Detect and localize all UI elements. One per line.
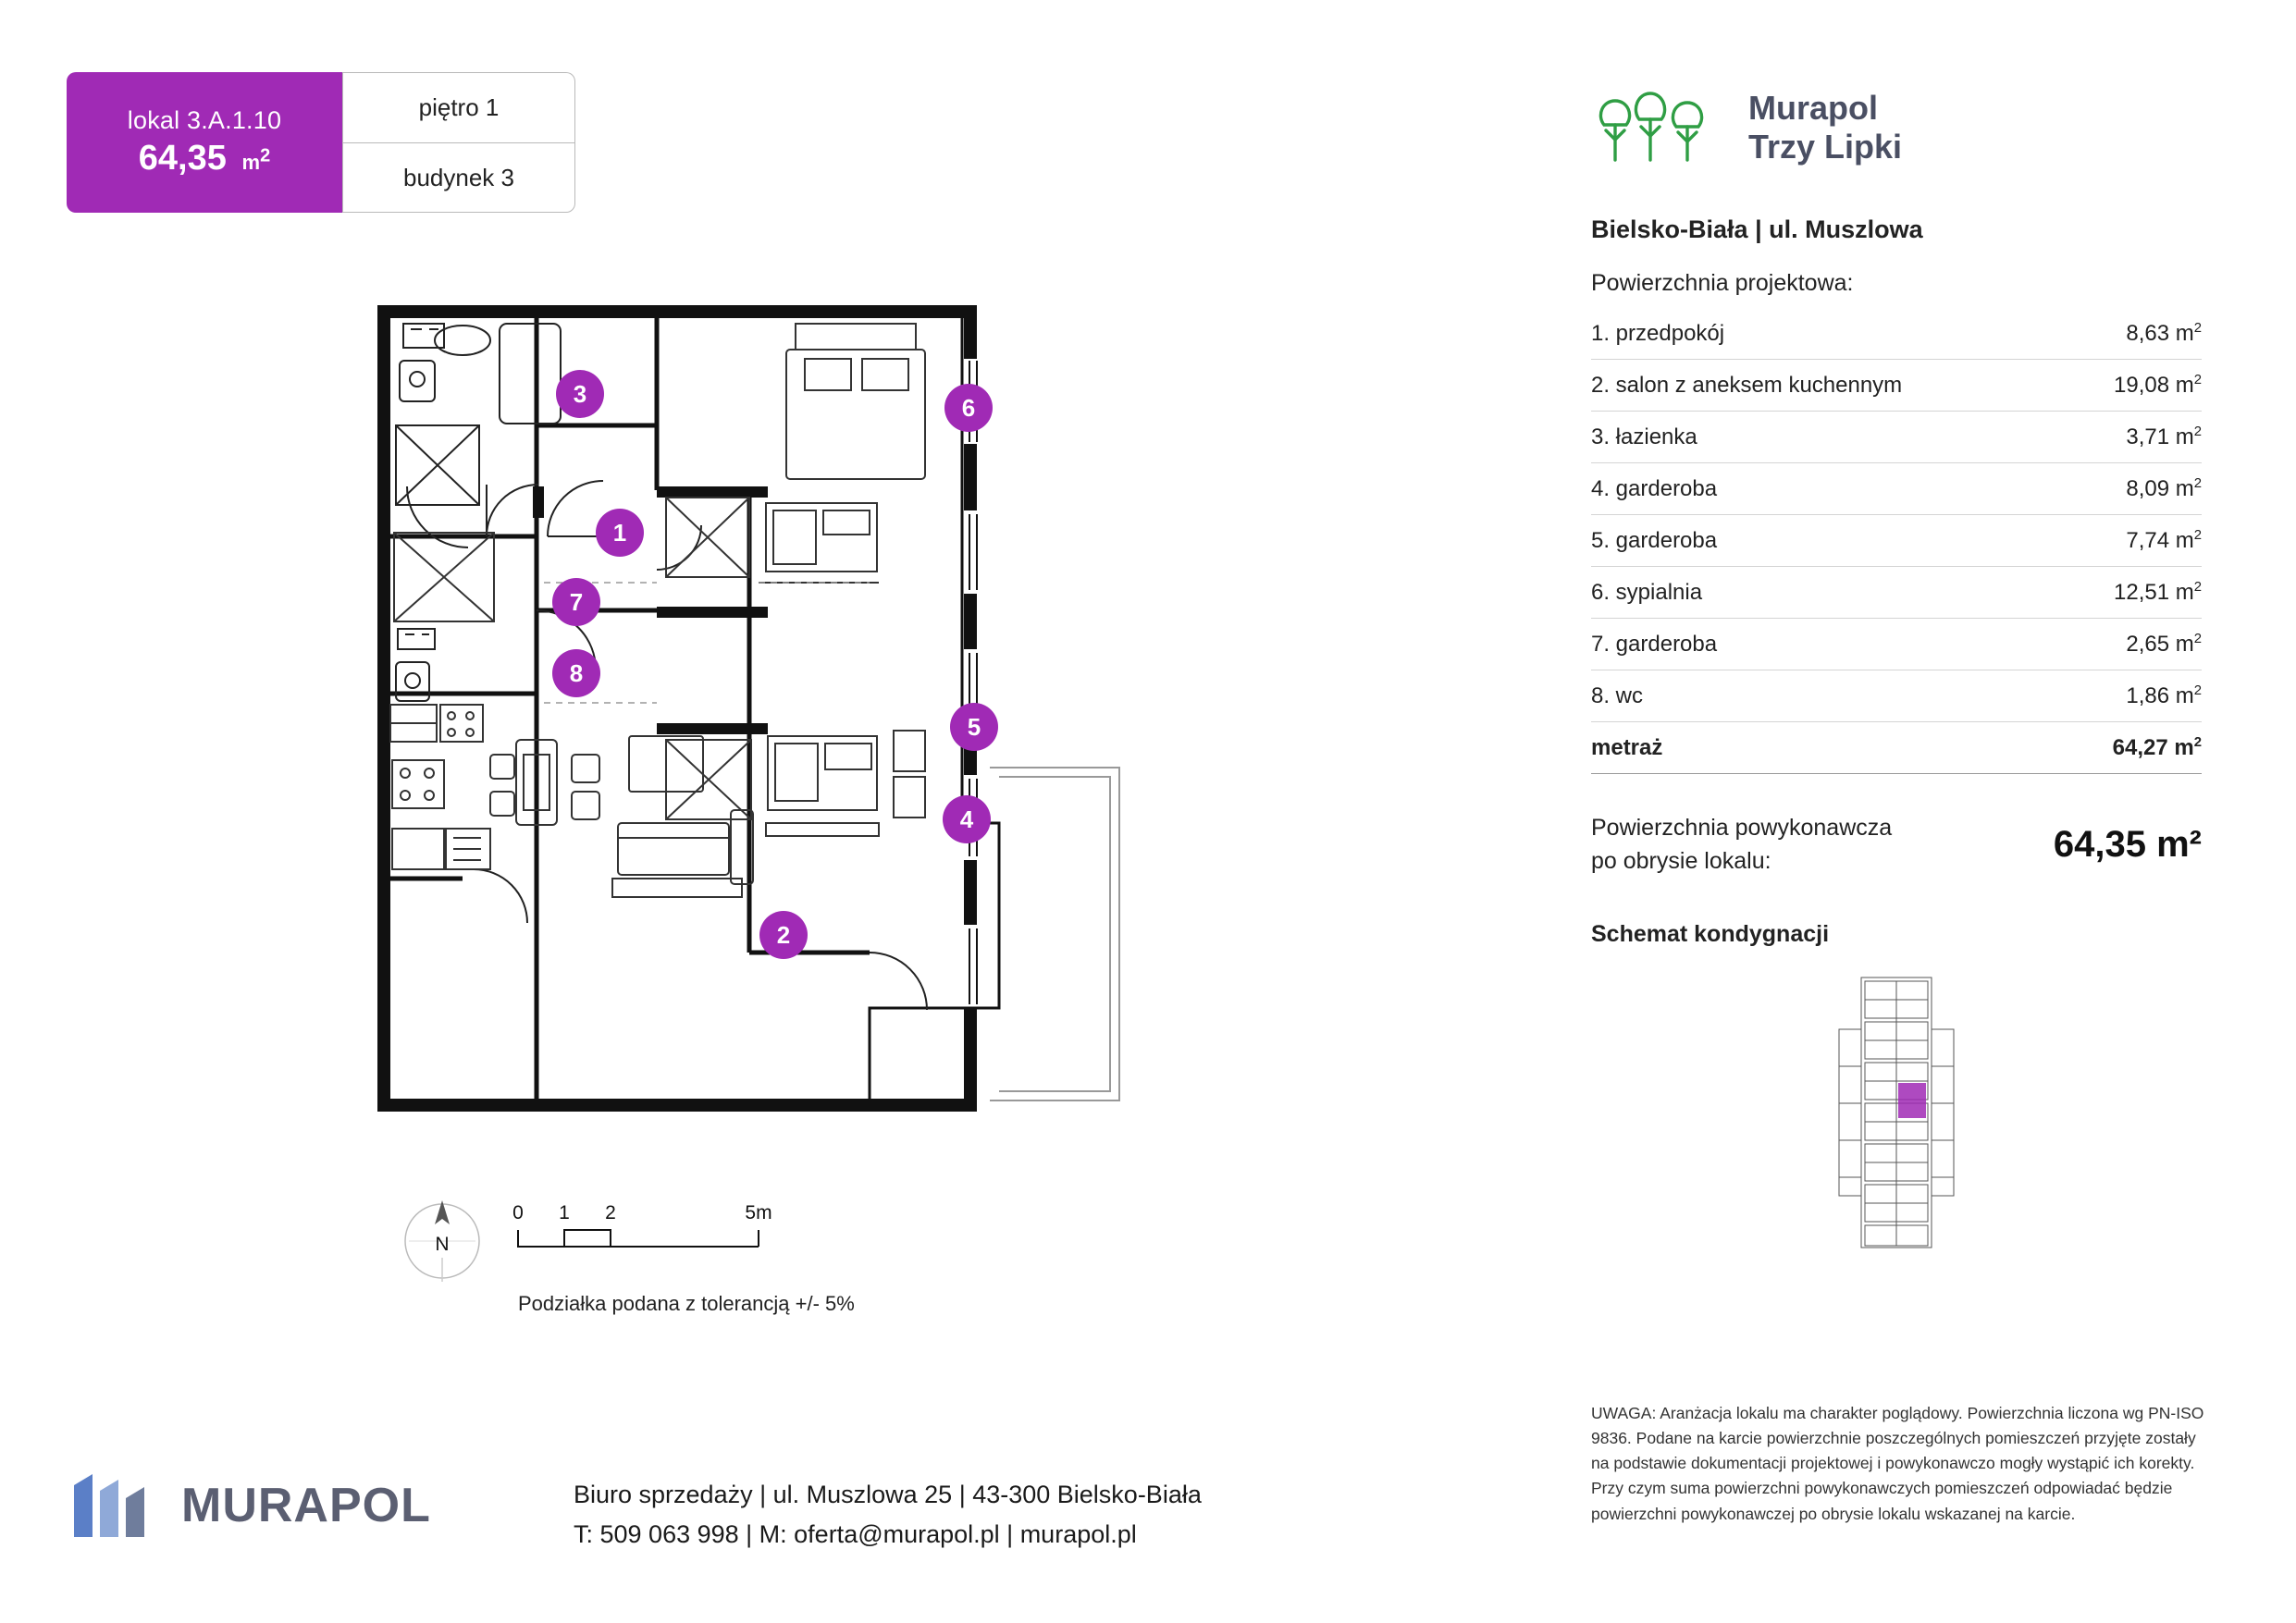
building-label: budynek 3: [342, 142, 575, 213]
table-row: [1591, 360, 2202, 412]
table-row: [1591, 515, 2202, 567]
brand-line-2: Trzy Lipki: [1748, 128, 1903, 166]
apartment-area-value: 64,35: [138, 139, 227, 178]
footer-logo: [72, 1472, 431, 1539]
room-marker-4: 4: [943, 795, 991, 843]
table-row: [1591, 308, 2202, 360]
svg-text:5m: 5m: [745, 1202, 772, 1223]
as-built-area-value: 64,35 m²: [2053, 823, 2202, 865]
room-area: 3,71 $m^2$: [2066, 412, 2202, 463]
room-area: 2,65 $m^2$: [2066, 619, 2202, 670]
total-label: metraż: [1591, 722, 2066, 774]
apartment-id-area-box: [67, 72, 342, 213]
room-name: 1. przedpokój: [1591, 308, 2066, 360]
room-area: 19,08 $m^2$: [2066, 360, 2202, 412]
brand-row: [1591, 88, 2202, 167]
table-row: [1591, 670, 2202, 722]
svg-text:0: 0: [512, 1202, 524, 1223]
scale-caption: Podziałka podana z tolerancją +/- 5%: [518, 1292, 855, 1315]
room-area: 1,86 $m^2$: [2066, 670, 2202, 722]
footer-contact-line: T: 509 063 998 | M: oferta@murapol.pl | murapol.pl: [574, 1520, 1137, 1549]
total-value: 64,27 $m^2$: [2066, 722, 2202, 774]
footer-contact: [574, 1475, 1202, 1555]
areas-title: Powierzchnia projektowa:: [1591, 270, 1854, 296]
as-built-label-line1: Powierzchnia powykonawcza: [1591, 815, 1893, 841]
room-area: 12,51 $m^2$: [2066, 567, 2202, 619]
room-area: 8,09 $m^2$: [2066, 463, 2202, 515]
table-row: [1591, 463, 2202, 515]
floor-label: piętro 1: [342, 72, 575, 142]
three-trees-icon: [1591, 88, 1728, 167]
room-name: 8. wc: [1591, 670, 2066, 722]
room-area: 7,74 $m^2$: [2066, 515, 2202, 567]
room-name: 6. sypialnia: [1591, 567, 2066, 619]
table-row: [1591, 567, 2202, 619]
project-location: Bielsko-Biała | ul. Muszlowa: [1591, 215, 1923, 243]
room-marker-1: 1: [596, 509, 644, 557]
room-name: 7. garderoba: [1591, 619, 2066, 670]
svg-text:N: N: [435, 1234, 450, 1255]
room-name: 5. garderoba: [1591, 515, 2066, 567]
table-row: [1591, 412, 2202, 463]
floor-scheme-title: Schemat kondygnacji: [1591, 920, 1830, 947]
info-panel: [1591, 88, 2202, 1251]
room-area: 8,63 $m^2$: [2066, 308, 2202, 360]
legal-notice: UWAGA: Aranżacja lokalu ma charakter poglądowy. Powierzchnia liczona wg PN-ISO 9836. Podane na karcie powierzchnie poszczególnych pomieszczeń przyjęte zostały na podstawie dokumentacji projektowej i powykonawczo mogły wystąpić ich korekty. Przy czym suma powierzchni powykonawczych pomieszczeń odpowiadać będzie powierzchni powykonawczej po obrysie lokalu wskazanej na karcie.: [1591, 1404, 2204, 1523]
murapol-mark-icon: [72, 1472, 157, 1539]
svg-text:2: 2: [605, 1202, 616, 1223]
scale-block: [389, 1193, 981, 1316]
floor-scheme: [1591, 974, 2202, 1251]
as-built-area-summary: [1591, 811, 2202, 879]
room-marker-7: 7: [552, 578, 600, 626]
room-name: 3. łazienka: [1591, 412, 2066, 463]
floor-plan-svg: [352, 305, 1508, 1285]
apartment-header-badge: [67, 72, 575, 213]
apartment-meta-boxes: [342, 72, 575, 213]
as-built-area-label: [1591, 811, 2054, 879]
room-marker-5: 5: [950, 703, 998, 751]
footer-office-line: Biuro sprzedaży | ul. Muszlowa 25 | 43-300 Bielsko-Biała: [574, 1481, 1202, 1508]
brand-line-1: Murapol: [1748, 88, 1878, 127]
footer-logo-text: MURAPOL: [181, 1479, 431, 1532]
brand-name: [1748, 89, 1902, 167]
table-row-total: [1591, 722, 2202, 774]
room-marker-2: 2: [759, 911, 808, 959]
scale-bar-svg: [389, 1193, 981, 1295]
room-marker-3: 3: [556, 370, 604, 418]
apartment-area-label: [139, 139, 270, 178]
floor-scheme-icon: [1828, 974, 1965, 1251]
table-row: [1591, 619, 2202, 670]
apartment-id-label: lokal 3.A.1.10: [127, 106, 282, 134]
room-name: 2. salon z aneksem kuchennym: [1591, 360, 2066, 412]
as-built-label-line2: po obrysie lokalu:: [1591, 848, 1771, 875]
areas-table: [1591, 308, 2202, 774]
room-marker-6: 6: [944, 384, 993, 432]
room-marker-8: 8: [552, 649, 600, 697]
room-name: 4. garderoba: [1591, 463, 2066, 515]
apartment-area-unit: $m^2$: [236, 145, 271, 174]
highlighted-unit: [1898, 1083, 1926, 1118]
svg-text:1: 1: [559, 1202, 570, 1223]
floor-plan: [352, 305, 1508, 1285]
